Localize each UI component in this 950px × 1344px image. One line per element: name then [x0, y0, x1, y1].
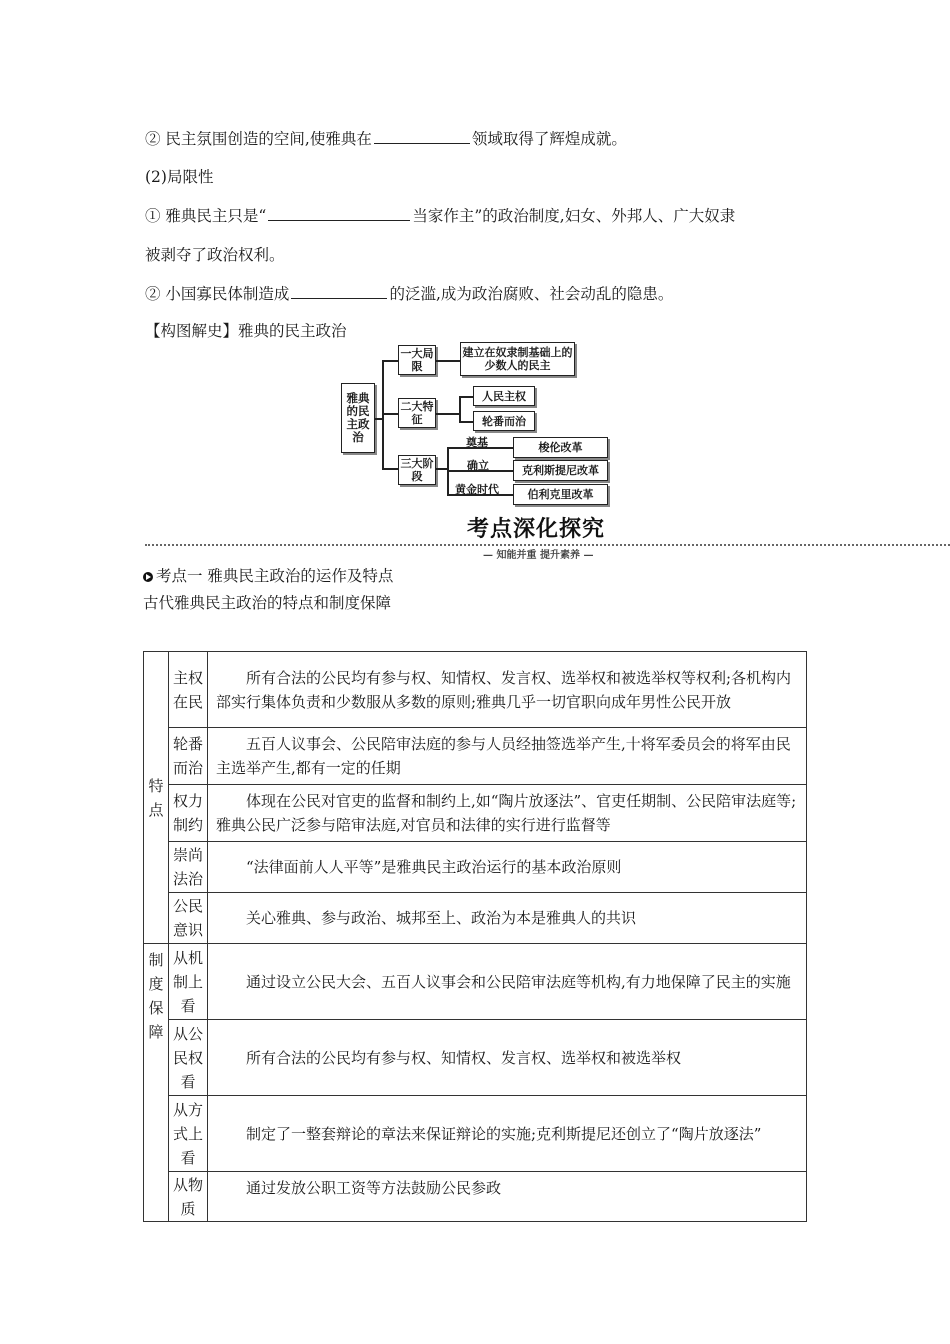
section-banner-subtitle: — 知能并重 提升素养 —: [483, 550, 594, 561]
section-subheading: 古代雅典民主政治的特点和制度保障: [143, 594, 392, 612]
row-text: 体现在公民对官吏的监督和制约上,如“陶片放逐法”、官吏任期制、公民陪审法庭等;雅典公民广泛参与陪审法庭,对官员和法律的实行进行监督等: [208, 785, 807, 842]
row-text: 通过设立公民大会、五百人议事会和公民陪审法庭等机构,有力地保障了民主的实施: [208, 944, 807, 1020]
row-text: 所有合法的公民均有参与权、知情权、发言权、选举权和被选举权: [208, 1020, 807, 1096]
category-features: 特点: [144, 652, 169, 944]
table-row: [144, 893, 807, 944]
diagram-branch-stages: 三大阶段: [398, 455, 436, 485]
row-text: 所有合法的公民均有参与权、知情权、发言权、选举权和被选举权等权利;各机构内部实行集体负责和少数服从多数的原则;雅典几乎一切官职向成年男性公民开放: [208, 652, 807, 728]
section-heading-text: 考点一 雅典民主政治的运作及特点: [156, 567, 394, 585]
row-label: 从公民权看: [169, 1020, 208, 1096]
table-row: [144, 842, 807, 893]
diagram-stage-label-3: 黄金时代: [455, 483, 499, 496]
row-text: 五百人议事会、公民陪审法庭的参与人员经抽签选举产生,十将军委员会的将军由民主选举产生,都有一定的任期: [208, 728, 807, 785]
diagram-leaf-stage-2: 克利斯提尼改革: [513, 460, 608, 481]
diagram-leaf-limitation: 建立在奴隶制基础上的少数人的民主: [460, 342, 575, 376]
section-heading: [143, 566, 393, 586]
row-text: 通过发放公职工资等方法鼓励公民参政: [208, 1172, 807, 1222]
intro-line-5: [145, 283, 673, 304]
row-label: 权力制约: [169, 785, 208, 842]
row-label: 从物质: [169, 1172, 208, 1222]
diagram-leaf-stage-3: 伯利克里改革: [513, 484, 608, 505]
diagram-branch-features: 二大特征: [398, 398, 436, 428]
features-table: [143, 651, 807, 1222]
fill-blank[interactable]: [374, 128, 470, 144]
row-label: 崇尚法治: [169, 842, 208, 893]
table-row: [144, 652, 807, 728]
intro-line-1-pre: ② 民主氛围创造的空间,使雅典在: [145, 130, 372, 148]
intro-line-3-pre: ① 雅典民主只是“: [145, 207, 267, 225]
table-row: [144, 728, 807, 785]
fill-blank[interactable]: [291, 283, 387, 299]
row-text: 制定了一整套辩论的章法来保证辩论的实施;克利斯提尼还创立了“陶片放逐法”: [208, 1096, 807, 1172]
diagram-leaf-stage-1: 梭伦改革: [513, 437, 608, 458]
intro-line-1-post: 领域取得了辉煌成就。: [471, 130, 627, 148]
intro-line-2: (2)局限性: [145, 168, 214, 186]
row-label: 轮番而治: [169, 728, 208, 785]
row-label: 从方式上看: [169, 1096, 208, 1172]
diagram-leaf-feature-1: 人民主权: [473, 386, 535, 406]
row-text: 关心雅典、参与政治、城邦至上、政治为本是雅典人的共识: [208, 893, 807, 944]
diagram-stage-label-1: 奠基: [466, 436, 488, 449]
row-label: 公民意识: [169, 893, 208, 944]
section-banner-title: 考点深化探究: [467, 517, 606, 542]
diagram-branch-limitation: 一大局限: [398, 345, 436, 375]
row-text: “法律面前人人平等”是雅典民主政治运行的基本政治原则: [208, 842, 807, 893]
bullet-icon: [143, 572, 153, 582]
fill-blank[interactable]: [268, 205, 410, 221]
table-row: [144, 944, 807, 1020]
intro-line-5-pre: ② 小国寡民体制造成: [145, 285, 290, 303]
intro-line-5-post: 的泛滥,成为政治腐败、社会动乱的隐患。: [389, 285, 674, 303]
category-guarantee: 制度保障: [144, 944, 169, 1222]
intro-line-4: 被剥夺了政治权利。: [145, 246, 285, 264]
diagram-caption: 【构图解史】雅典的民主政治: [145, 322, 347, 340]
intro-line-1: [145, 128, 627, 149]
table-row: [144, 785, 807, 842]
table-row: [144, 1172, 807, 1222]
diagram-stage-label-2: 确立: [467, 459, 489, 472]
diagram-leaf-feature-2: 轮番而治: [473, 411, 535, 431]
table-row: [144, 1096, 807, 1172]
row-label: 主权在民: [169, 652, 208, 728]
table-row: [144, 1020, 807, 1096]
intro-line-3-post: 当家作主”的政治制度,妇女、外邦人、广大奴隶: [412, 207, 736, 225]
diagram-root: 雅典的民主政治: [341, 383, 375, 453]
row-label: 从机制上看: [169, 944, 208, 1020]
intro-line-3: [145, 205, 735, 226]
